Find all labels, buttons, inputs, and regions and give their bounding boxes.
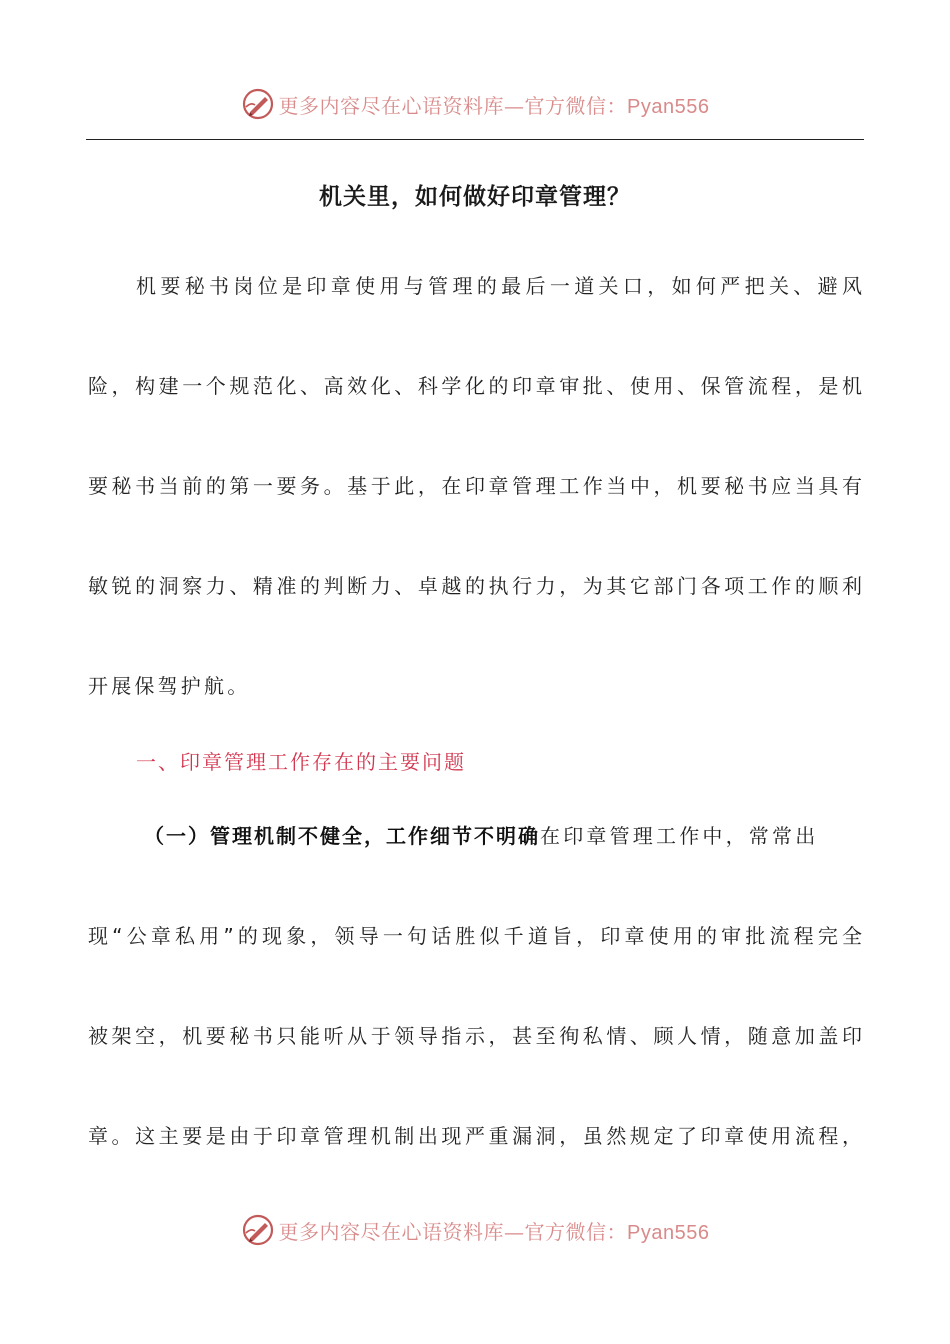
paragraph1-line1: 机要秘书岗位是印章使用与管理的最后一道关口，如何严把关、避风 — [136, 274, 862, 298]
header-rule — [86, 139, 864, 140]
pen-circle-logo-icon — [241, 87, 275, 121]
subsection1-bold-heading: （一）管理机制不健全，工作细节不明确 — [144, 824, 540, 848]
paragraph1-line4: 敏锐的洞察力、精准的判断力、卓越的执行力，为其它部门各项工作的顺利 — [88, 574, 862, 598]
paragraph2-line1: 现“公章私用”的现象，领导一句话胜似千道旨，印章使用的审批流程完全 — [88, 924, 862, 948]
header-banner — [0, 84, 950, 124]
subsection1-lead-text: 在印章管理工作中，常常出 — [540, 824, 819, 848]
footer-wechat-id: Pyan556 — [627, 1221, 710, 1244]
paragraph2-line2: 被架空，机要秘书只能听从于领导指示，甚至徇私情、顾人情，随意加盖印 — [88, 1024, 862, 1048]
paragraph1-line2: 险，构建一个规范化、高效化、科学化的印章审批、使用、保管流程，是机 — [88, 374, 862, 398]
header-wechat-id: Pyan556 — [627, 95, 710, 118]
subsection1-lead-line — [144, 822, 862, 850]
footer-banner-text: 更多内容尽在心语资料库—官方微信：Pyan556 — [278, 1219, 710, 1244]
section-heading-1: 一、印章管理工作存在的主要问题 — [136, 750, 466, 774]
header-banner-text: 更多内容尽在心语资料库—官方微信：Pyan556 — [278, 93, 710, 118]
document-title: 机关里，如何做好印章管理？ — [319, 184, 631, 210]
footer-banner — [0, 1210, 950, 1250]
pen-circle-logo-icon — [241, 1213, 275, 1247]
paragraph2-line3: 章。这主要是由于印章管理机制出现严重漏洞，虽然规定了印章使用流程， — [88, 1124, 862, 1148]
paragraph1-line5: 开展保驾护航。 — [88, 674, 251, 698]
paragraph1-line3: 要秘书当前的第一要务。基于此，在印章管理工作当中，机要秘书应当具有 — [88, 474, 862, 498]
